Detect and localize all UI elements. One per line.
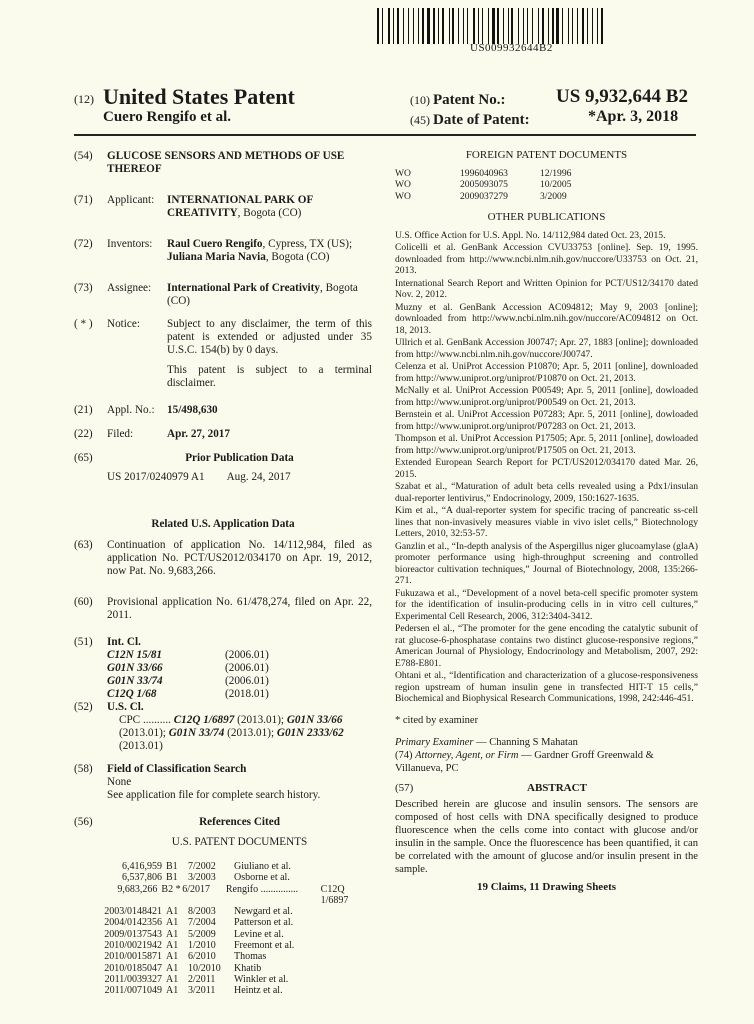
us-docs-title: U.S. PATENT DOCUMENTS xyxy=(171,836,308,848)
inventors-field: (72) Inventors: Raul Cuero Rengifo, Cypress, TX (US); Juliana Maria Navia, Bogota (CO) xyxy=(74,238,353,263)
continuation-field: (63) Continuation of application No. 14/112,984, filed as application No. PCT/US2012/034170 on Apr. 19, 2012, now Pat. No. 9,683,266. xyxy=(74,539,372,577)
publication-entry: Bernstein et al. UniProt Accession P07283; Apr. 5, 2011 [online], dowloaded from http://www.uniprot.org/uniprot/P07283 on Oct. 21, 2013. xyxy=(395,409,698,432)
prior-pub-row: US 2017/0240979 A1 Aug. 24, 2017 xyxy=(107,471,291,483)
us-doc-row: 6,537,806 B1 3/2003 Osborne et al. xyxy=(122,872,290,884)
publication-entry: Colicelli et al. GenBank Accession CVU33753 [online]. Sep. 19, 1995. downloaded from http://www.ncbi.nlm.nih.gov/nuccore/U33753 on Oct. 21, 2013. xyxy=(395,242,698,276)
us-doc-row: 2010/0185047 A1 10/2010 Khatib xyxy=(104,962,262,974)
publication-entry: Ganzlin et al., “In-depth analysis of the Aspergillus niger glucoamylase (glaA) promoter performance using high-throughput screening and controlled bioreactor cultivation techniques,” Journal of Biotechnology, 2008, 135:266-271. xyxy=(395,540,698,586)
publication-entry: Szabat et al., “Maturation of adult beta cells revealed using a Pdx1/insulan dual-reporter lentivirus,” Endocrinology, 2009, 150:1627-1635. xyxy=(395,481,698,504)
cited-by: * cited by examiner xyxy=(395,714,479,726)
right-column xyxy=(395,150,698,893)
fpd-title: FOREIGN PATENT DOCUMENTS xyxy=(465,149,628,161)
publication-entry: Celenza et al. UniProt Accession P10870; Apr. 5, 2011 [online], downloaded from http://www.uniprot.org/uniprot/P10870 on Oct. 21, 2013. xyxy=(395,361,698,384)
patent-number: US 9,932,644 B2 xyxy=(556,86,688,107)
publication-entry: Fukuzawa et al., “Development of a novel beta-cell specific promoter system for the identification of insulin-producing cells in in vitro cell cultures,” Experimental Cell Research, 2006, 312:3404-3412. xyxy=(395,587,698,622)
foreign-doc-row: WO 2009037279 3/2009 xyxy=(395,190,567,202)
related-title: Related U.S. Application Data xyxy=(151,518,295,530)
date-label: (45) Date of Patent: xyxy=(410,112,530,128)
examiner: Primary Examiner — Channing S Mahatan xyxy=(395,737,578,748)
header-rule xyxy=(74,134,696,136)
publication-entry: Ullrich et al. GenBank Accession J00747; Apr. 27, 1883 [online]; downloaded from http://www.ncbi.nlm.nih.gov/nuccore/J00747. xyxy=(395,337,698,360)
patent-no-label: (10) Patent No.: xyxy=(410,92,506,108)
invention-title: GLUCOSE SENSORS AND METHODS OF USE THEREOF xyxy=(107,150,345,175)
barcode-number: US009932644B2 xyxy=(470,42,553,54)
code-12: (12) xyxy=(74,92,94,106)
publication-entry: Ohtani et al., “Identification and characterization of a glucose-responsiveness region upstream of human insulin gene in transfected HIT-T 15 cells,” Biochemical and Biophysical Research Communications, 1998, 242:446-451. xyxy=(395,670,698,704)
publication-entry: International Search Report and Written Opinion for PCT/US12/34170 dated Nov. 2, 2012. xyxy=(395,277,698,300)
other-pubs-title: OTHER PUBLICATIONS xyxy=(487,211,606,223)
publication-entry: Muzny et al. GenBank Accession AC094812; May 9, 2003 [online]; downloaded from http://www.ncbi.nlm.nih.gov/nuccore/AC094812 on Oct. 18, 2013. xyxy=(395,301,698,336)
publication-entry: Extended European Search Report for PCT/US2012/034170 dated Mar. 26, 2015. xyxy=(395,457,698,480)
us-doc-row: 2009/0137543 A1 5/2009 Levine et al. xyxy=(104,928,284,940)
notice-field: ( * ) Notice: Subject to any disclaimer, the term of this patent is extended or adjusted under 35 U.S.C. 154(b) by 0 days. This patent is subject to a terminal disclaimer. xyxy=(74,318,372,389)
us-docs-list xyxy=(74,861,372,997)
barcode xyxy=(377,8,607,44)
us-doc-row: 9,683,266 B2 * 6/2017 Rengifo ............... C12Q 1/6897 xyxy=(117,883,349,906)
publication-entry: Pedersen el al., “The promoter for the gene encoding the catalytic subunit of rat glucose-6-phosphatase contains two distinct glucose-responsive regions,” American Journal of Physiology, Endocrinology and Metabolism, 2007, 292: E788-E801. xyxy=(395,623,698,669)
refs-field: (56) References Cited xyxy=(74,816,280,828)
prior-pub-field: (65) Prior Publication Data xyxy=(74,452,294,464)
abstract-text: Described herein are glucose and insulin sensors. The sensors are composed of host cells with DNA specifically designed to produce fluorescence when the cells come into contact with glucose and/or insulin in the sample. Once the fluorescence has been quantified, it can be correlated with the amount of glucose and/or insulin present in the sample. xyxy=(395,798,698,875)
assignee-field: (73) Assignee: International Park of Creativity, Bogota (CO) xyxy=(74,282,358,307)
patent-kind: United States Patent xyxy=(103,84,295,109)
inventor-short: Cuero Rengifo et al. xyxy=(103,109,232,125)
applicant-name: INTERNATIONAL PARK OF CREATIVITY xyxy=(167,194,313,219)
foreign-doc-row: WO 1996040963 12/1996 xyxy=(395,167,572,179)
field-search: (58) Field of Classification Search None See application file for complete search history. xyxy=(74,763,321,801)
applicant-field: (71) Applicant: INTERNATIONAL PARK OF CREATIVITY, Bogota (CO) xyxy=(74,194,313,219)
us-doc-row: 2011/0071049 A1 3/2011 Heintz et al. xyxy=(104,985,283,997)
appl-field: (21) Appl. No.: 15/498,630 xyxy=(74,404,218,416)
foreign-doc-row: WO 2005093075 10/2005 xyxy=(395,179,572,190)
intcl-row: G01N 33/66 (2006.01) xyxy=(107,662,269,674)
publication-entry: Thompson et al. UniProt Accession P17505; Apr. 5, 2011 [online], dowloaded from http://www.uniprot.org/uniprot/P17505 on Oct. 21, 2013. xyxy=(395,433,698,456)
intcl-row: C12Q 1/68 (2018.01) xyxy=(107,688,269,700)
publication-entry: McNally et al. UniProt Accession P00549; Apr. 5, 2011 [online], dowloaded from http://www.uniprot.org/uniprot/P00549 on Oct. 21, 2013. xyxy=(395,385,698,408)
title-field: (54) GLUCOSE SENSORS AND METHODS OF USE THEREOF xyxy=(74,150,372,176)
us-doc-row: 2011/0039327 A1 2/2011 Winkler et al. xyxy=(104,973,289,985)
intcl-row: G01N 33/74 (2006.01) xyxy=(107,675,269,687)
us-doc-row: 2010/0021942 A1 1/2010 Freemont et al. xyxy=(104,940,295,952)
intcl-row: C12N 15/81 (2006.01) xyxy=(107,649,269,661)
publication-entry: Kim et al., “A dual-reporter system for specific tracing of pancreatic ss-cell lines that non-invasively measures viable in vivo islet cells,” Biotechnology Letters, 2010, 32:53-57. xyxy=(395,505,698,539)
us-doc-row: 2004/0142356 A1 7/2004 Patterson et al. xyxy=(104,917,294,929)
us-doc-row: 2010/0015871 A1 6/2010 Thomas xyxy=(104,951,267,963)
attorney: (74) Attorney, Agent, or Firm — Gardner Groff Greenwald & Villanueva, PC xyxy=(395,750,654,774)
other-pubs-list xyxy=(395,230,698,705)
abstract-heading: (57) ABSTRACT xyxy=(395,782,587,794)
publication-entry: U.S. Office Action for U.S. Appl. No. 14/112,984 dated Oct. 23, 2015. xyxy=(395,229,666,241)
intcl-field: (51) Int. Cl. C12N 15/81 (2006.01) G01N 33/66 (2006.01) G01N 33/74 (2006.01) C12Q 1/68 (2018.01) xyxy=(74,636,372,701)
uscl-field: (52) U.S. Cl. CPC .......... C12Q 1/6897 (2013.01); G01N 33/66 (2013.01); G01N 33/74 (2013.01); G01N 2333/62 (2013.01) xyxy=(74,701,344,752)
left-column xyxy=(74,150,372,997)
filed-field: (22) Filed: Apr. 27, 2017 xyxy=(74,428,230,440)
provisional-field: (60) Provisional application No. 61/478,274, filed on Apr. 22, 2011. xyxy=(74,596,372,621)
us-doc-row: 6,416,959 B1 7/2002 Giuliano et al. xyxy=(122,861,291,872)
patent-date: *Apr. 3, 2018 xyxy=(588,108,679,125)
us-doc-row: 2003/0148421 A1 8/2003 Newgard et al. xyxy=(104,906,293,918)
claims-count: 19 Claims, 11 Drawing Sheets xyxy=(476,880,617,893)
